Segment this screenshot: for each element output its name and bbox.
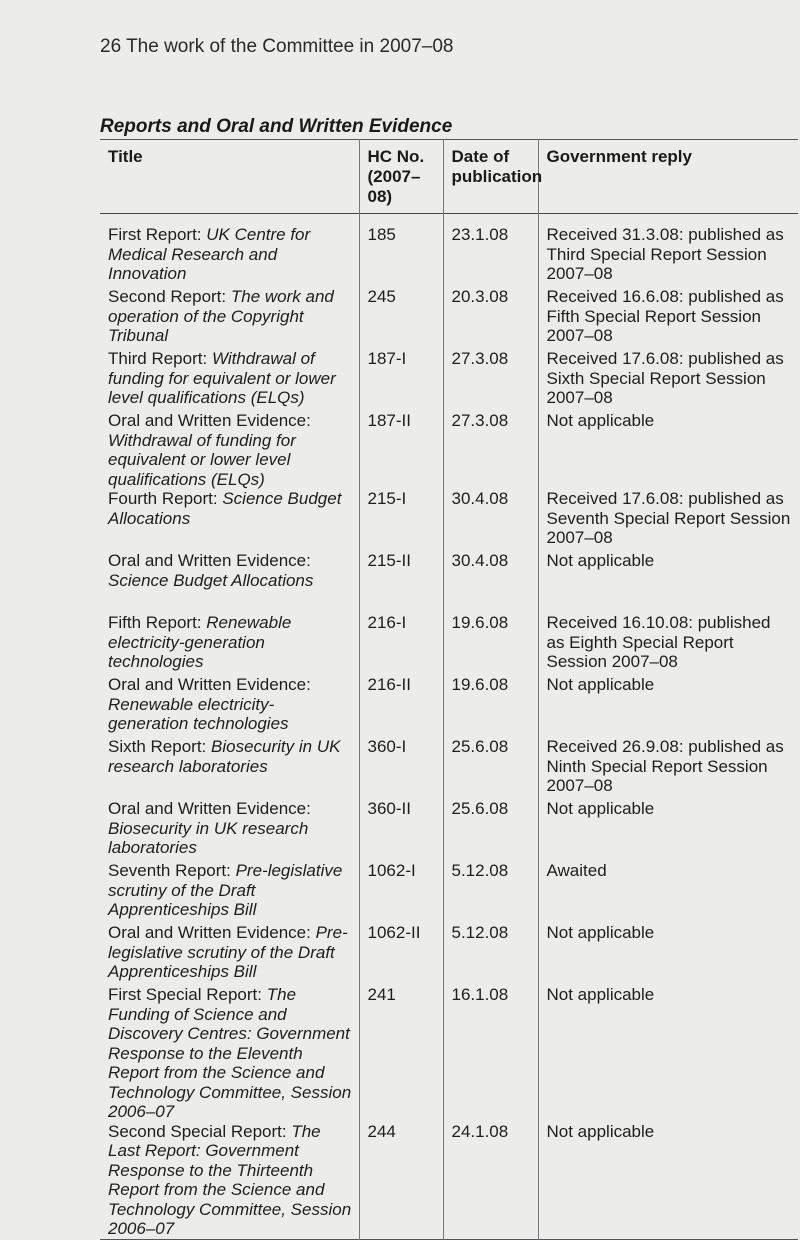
cell-reply: Received 31.3.08: published as Third Special Report Session 2007–08	[538, 214, 798, 288]
title-prefix: Oral and Written Evidence:	[108, 551, 311, 570]
header-hc-no	[359, 140, 443, 214]
title-prefix: Second Report:	[108, 287, 231, 306]
title-prefix: First Special Report:	[108, 985, 267, 1004]
cell-title	[100, 861, 359, 923]
title-italic: Renewable electricity-generation technologies	[108, 694, 289, 733]
cell-date: 19.6.08	[443, 675, 538, 737]
title-prefix: Second Special Report:	[108, 1121, 292, 1141]
cell-date: 23.1.08	[443, 214, 538, 288]
cell-reply: Not applicable	[538, 551, 798, 613]
title-italic: Science Budget Allocations	[108, 489, 342, 528]
reports-table-container	[100, 139, 798, 1240]
header-date	[443, 140, 543, 214]
cell-reply: Not applicable	[538, 675, 798, 737]
cell-date: 27.3.08	[443, 411, 538, 489]
title-italic: The work and operation of the Copyright Tribunal	[108, 287, 334, 345]
title-italic: Pre-legislative scrutiny of the Draft Apprenticeships Bill	[108, 861, 343, 919]
header-reply	[538, 140, 798, 214]
cell-title	[100, 737, 359, 799]
cell-hc-no: 216-I	[359, 613, 443, 675]
cell-date: 5.12.08	[443, 923, 538, 985]
cell-date: 5.12.08	[443, 861, 538, 923]
table-row	[100, 489, 798, 551]
cell-reply: Not applicable	[538, 1122, 798, 1240]
title-italic: Biosecurity in UK research laboratories	[108, 818, 309, 857]
title-italic: The Last Report: Government Response to the Thirteenth Report from the Science and Technology Committee, Session 2006–07	[108, 1121, 352, 1238]
cell-hc-no: 215-II	[359, 551, 443, 613]
cell-title	[100, 411, 359, 489]
table-row	[100, 861, 798, 923]
cell-hc-no: 185	[359, 214, 443, 288]
title-prefix: Oral and Written Evidence:	[108, 923, 316, 942]
cell-hc-no: 1062-II	[359, 923, 443, 985]
cell-hc-no: 216-II	[359, 675, 443, 737]
table-row	[100, 675, 798, 737]
cell-reply: Awaited	[538, 861, 798, 923]
table-row	[100, 287, 798, 349]
title-italic: Withdrawal of funding for equivalent or lower level qualifications (ELQs)	[108, 430, 296, 489]
cell-title	[100, 675, 359, 737]
title-prefix: Sixth Report:	[108, 737, 211, 756]
table-row	[100, 551, 798, 613]
table-row	[100, 411, 798, 489]
cell-reply: Not applicable	[538, 799, 798, 861]
title-prefix: Oral and Written Evidence:	[108, 675, 311, 694]
cell-reply: Received 17.6.08: published as Seventh Special Report Session 2007–08	[538, 489, 798, 551]
cell-reply: Received 16.10.08: published as Eighth Special Report Session 2007–08	[538, 613, 798, 675]
section-title: Reports and Oral and Written Evidence	[100, 116, 453, 137]
cell-hc-no: 215-I	[359, 489, 443, 551]
reports-table	[100, 139, 798, 1240]
table-row	[100, 985, 798, 1122]
cell-hc-no: 1062-I	[359, 861, 443, 923]
cell-title	[100, 1122, 359, 1240]
header-title-label: Title	[108, 147, 143, 166]
table-header-row	[100, 140, 798, 214]
cell-title	[100, 349, 359, 411]
header-reply-label: Government reply	[546, 147, 692, 166]
title-italic: Pre-legislative scrutiny of the Draft Apprenticeships Bill	[108, 923, 348, 981]
cell-hc-no: 245	[359, 287, 443, 349]
table-body	[100, 214, 798, 1240]
table-row	[100, 799, 798, 861]
header-date-sub: publication	[451, 167, 543, 186]
header-hc-no-sub: (2007–08)	[367, 167, 421, 206]
cell-title	[100, 613, 359, 675]
cell-date: 16.1.08	[443, 985, 538, 1122]
cell-hc-no: 360-I	[359, 737, 443, 799]
cell-hc-no: 187-II	[359, 411, 443, 489]
cell-title	[100, 287, 359, 349]
cell-hc-no: 244	[359, 1122, 443, 1240]
cell-date: 20.3.08	[443, 287, 538, 349]
title-prefix: Fifth Report:	[108, 613, 207, 632]
cell-date: 24.1.08	[443, 1122, 538, 1240]
title-italic: Biosecurity in UK research laboratories	[108, 737, 341, 776]
table-row	[100, 923, 798, 985]
table-row	[100, 214, 798, 288]
header-hc-no-label: HC No.	[367, 147, 425, 166]
table-row	[100, 349, 798, 411]
header-title	[100, 140, 359, 214]
title-prefix: Oral and Written Evidence:	[108, 799, 311, 818]
cell-date: 25.6.08	[443, 799, 538, 861]
cell-hc-no: 187-I	[359, 349, 443, 411]
cell-reply: Received 26.9.08: published as Ninth Special Report Session 2007–08	[538, 737, 798, 799]
cell-title	[100, 489, 359, 551]
cell-date: 27.3.08	[443, 349, 538, 411]
title-italic: UK Centre for Medical Research and Innovation	[108, 225, 311, 283]
cell-date: 19.6.08	[443, 613, 538, 675]
cell-hc-no: 241	[359, 985, 443, 1122]
title-italic: The Funding of Science and Discovery Centres: Government Response to the Eleventh Report from the Science and Technology Committee, Session 2006–07	[108, 985, 352, 1121]
title-prefix: Third Report:	[108, 349, 212, 368]
title-prefix: First Report:	[108, 225, 207, 244]
header-date-label: Date of	[451, 147, 510, 166]
title-prefix: Oral and Written Evidence:	[108, 411, 311, 430]
cell-title	[100, 551, 359, 613]
cell-reply: Received 16.6.08: published as Fifth Special Report Session 2007–08	[538, 287, 798, 349]
running-head: 26 The work of the Committee in 2007–08	[100, 36, 454, 57]
cell-reply: Not applicable	[538, 985, 798, 1122]
title-italic: Withdrawal of funding for equivalent or lower level qualifications (ELQs)	[108, 349, 336, 407]
cell-date: 30.4.08	[443, 489, 538, 551]
cell-hc-no: 360-II	[359, 799, 443, 861]
cell-reply: Not applicable	[538, 411, 798, 489]
table-row	[100, 737, 798, 799]
cell-date: 25.6.08	[443, 737, 538, 799]
title-prefix: Seventh Report:	[108, 861, 236, 880]
title-italic: Science Budget Allocations	[108, 570, 314, 590]
cell-title	[100, 923, 359, 985]
cell-title	[100, 214, 359, 288]
title-prefix: Fourth Report:	[108, 489, 223, 508]
cell-date: 30.4.08	[443, 551, 538, 613]
title-italic: Renewable electricity-generation technologies	[108, 613, 292, 671]
cell-reply: Not applicable	[538, 923, 798, 985]
cell-title	[100, 985, 359, 1122]
cell-reply: Received 17.6.08: published as Sixth Special Report Session 2007–08	[538, 349, 798, 411]
cell-title	[100, 799, 359, 861]
table-row	[100, 613, 798, 675]
table-row	[100, 1122, 798, 1240]
